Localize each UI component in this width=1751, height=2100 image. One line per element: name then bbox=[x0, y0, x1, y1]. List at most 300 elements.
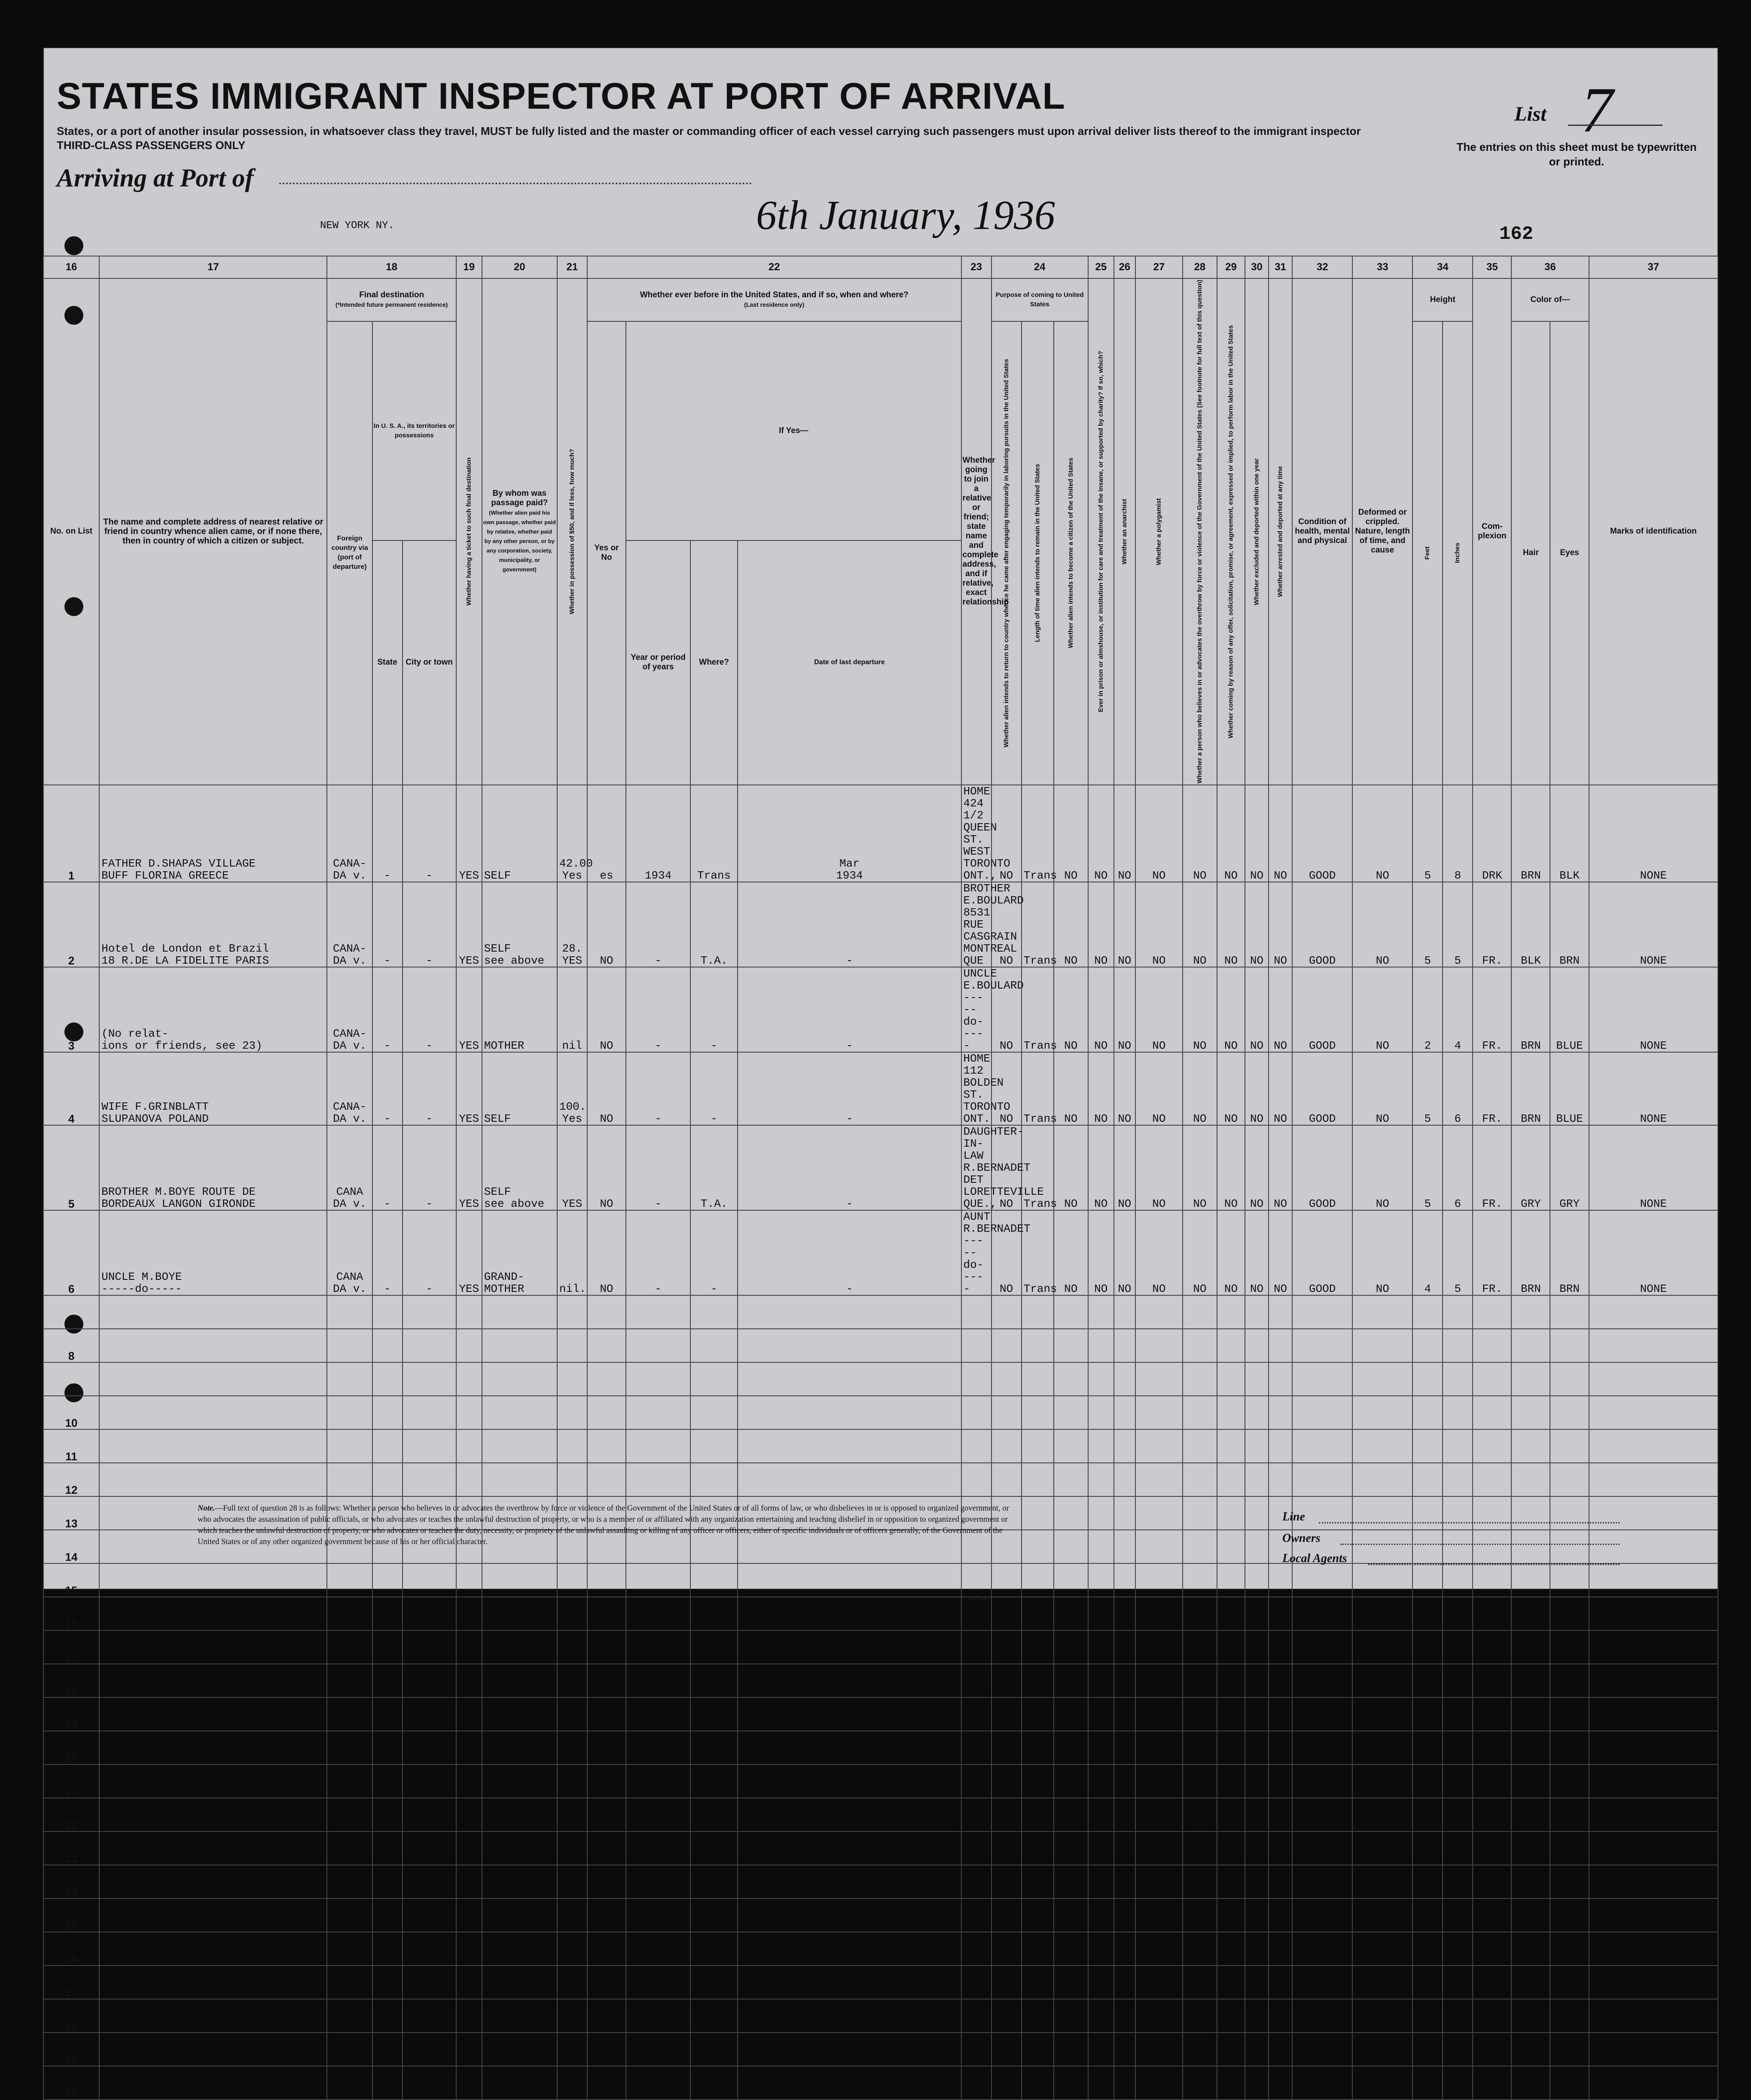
empty-cell bbox=[961, 1697, 991, 1731]
empty-cell bbox=[1443, 1362, 1473, 1396]
cell-no: 9 bbox=[43, 1362, 99, 1396]
empty-cell bbox=[1114, 1798, 1135, 1831]
table-row-empty bbox=[43, 1664, 1718, 1697]
empty-cell bbox=[1217, 1396, 1245, 1429]
cell-inches: 5 bbox=[1443, 1210, 1473, 1295]
empty-cell bbox=[482, 1463, 557, 1496]
empty-cell bbox=[1352, 1496, 1412, 1530]
empty-cell bbox=[690, 1697, 738, 1731]
col-number: 25 bbox=[1088, 256, 1114, 278]
empty-cell bbox=[690, 1429, 738, 1463]
cell-hair: BRN bbox=[1511, 967, 1550, 1052]
empty-cell bbox=[1412, 1664, 1443, 1697]
empty-cell bbox=[456, 1798, 482, 1831]
header-eyes: Eyes bbox=[1550, 321, 1589, 785]
empty-cell bbox=[1352, 1630, 1412, 1664]
col-number: 32 bbox=[1292, 256, 1352, 278]
empty-cell bbox=[1245, 1932, 1269, 1966]
empty-cell bbox=[1443, 1630, 1473, 1664]
empty-cell bbox=[1550, 1697, 1589, 1731]
cell-years: - bbox=[626, 1210, 690, 1295]
empty-cell bbox=[1135, 1697, 1183, 1731]
header-hair: Hair bbox=[1511, 321, 1550, 785]
empty-cell bbox=[372, 1630, 403, 1664]
empty-cell bbox=[482, 1966, 557, 1999]
empty-cell bbox=[1217, 1899, 1245, 1932]
final-destination-label: Final destination bbox=[359, 290, 424, 299]
empty-cell bbox=[482, 1664, 557, 1697]
header-inches: Inches bbox=[1443, 321, 1473, 785]
empty-cell bbox=[1589, 1899, 1718, 1932]
empty-cell bbox=[1292, 1764, 1352, 1798]
empty-cell bbox=[1088, 1831, 1114, 1865]
cell-eyes: BLUE bbox=[1550, 1052, 1589, 1125]
empty-cell bbox=[991, 1597, 1022, 1630]
header-purpose-return: Whether alien intends to return to country whence he came after engaging temporarily in laboring pursuits in the United States bbox=[991, 321, 1022, 785]
empty-cell bbox=[1183, 1731, 1217, 1764]
empty-cell bbox=[403, 1764, 456, 1798]
col-number: 19 bbox=[456, 256, 482, 278]
header-ticket: Whether having a ticket to such final destination bbox=[456, 278, 482, 785]
empty-cell bbox=[1245, 1966, 1269, 1999]
empty-cell bbox=[456, 1597, 482, 1630]
empty-cell bbox=[403, 1865, 456, 1899]
cell-q30: NO bbox=[1245, 1210, 1269, 1295]
cell-join: DAUGHTER-IN-LAW R.BERNADET DET LORETTEVILLE QUE., bbox=[961, 1125, 991, 1210]
empty-cell bbox=[1054, 1563, 1088, 1597]
empty-cell bbox=[1183, 1697, 1217, 1731]
empty-cell bbox=[1352, 1966, 1412, 1999]
empty-cell bbox=[403, 1932, 456, 1966]
empty-cell bbox=[99, 1697, 327, 1731]
empty-cell bbox=[557, 1731, 587, 1764]
cell-q28: NO bbox=[1183, 882, 1217, 967]
header-possession-50: Whether in possession of $50, and if less, how much? bbox=[557, 278, 587, 785]
cell-city: - bbox=[403, 785, 456, 882]
empty-cell bbox=[961, 1966, 991, 1999]
cell-money: nil bbox=[557, 967, 587, 1052]
col-number: 29 bbox=[1217, 256, 1245, 278]
empty-cell bbox=[1589, 1563, 1718, 1597]
header-yes-no: Yes or No bbox=[587, 321, 626, 785]
empty-cell bbox=[1589, 1831, 1718, 1865]
empty-cell bbox=[1054, 1530, 1088, 1563]
empty-cell bbox=[1183, 1597, 1217, 1630]
table-row-empty bbox=[43, 1362, 1718, 1396]
cell-q28: NO bbox=[1183, 785, 1217, 882]
empty-cell bbox=[372, 2033, 403, 2066]
cell-q25: NO bbox=[1088, 1052, 1114, 1125]
empty-cell bbox=[1352, 1865, 1412, 1899]
empty-cell bbox=[372, 2066, 403, 2100]
empty-cell bbox=[626, 1329, 690, 1362]
cell-state: - bbox=[372, 1052, 403, 1125]
empty-cell bbox=[1589, 1463, 1718, 1496]
empty-cell bbox=[1352, 1563, 1412, 1597]
col-number: 31 bbox=[1269, 256, 1292, 278]
empty-cell bbox=[1412, 1966, 1443, 1999]
cell-money: nil. bbox=[557, 1210, 587, 1295]
empty-cell bbox=[1088, 1396, 1114, 1429]
empty-cell bbox=[1135, 1530, 1183, 1563]
empty-cell bbox=[1114, 1966, 1135, 1999]
cell-paid: SELF see above bbox=[482, 882, 557, 967]
empty-cell bbox=[1443, 1530, 1473, 1563]
empty-cell bbox=[1245, 1396, 1269, 1429]
cell-ever: es bbox=[587, 785, 626, 882]
cell-relative: FATHER D.SHAPAS VILLAGE BUFF FLORINA GREECE bbox=[99, 785, 327, 882]
empty-cell bbox=[1054, 1597, 1088, 1630]
line-label: Line bbox=[1282, 1510, 1305, 1523]
empty-cell bbox=[1550, 1731, 1589, 1764]
cell-foreign: CANA- DA v. bbox=[327, 967, 372, 1052]
empty-cell bbox=[482, 1798, 557, 1831]
empty-cell bbox=[372, 1463, 403, 1496]
empty-cell bbox=[1269, 1295, 1292, 1329]
cell-p-a: NO bbox=[991, 1210, 1022, 1295]
empty-cell bbox=[1511, 1831, 1550, 1865]
page-number: 162 bbox=[1499, 223, 1534, 245]
cell-q31: NO bbox=[1269, 785, 1292, 882]
empty-cell bbox=[1135, 1731, 1183, 1764]
cell-hair: GRY bbox=[1511, 1125, 1550, 1210]
cell-inches: 5 bbox=[1443, 882, 1473, 967]
empty-cell bbox=[1114, 2033, 1135, 2066]
empty-cell bbox=[1114, 1999, 1135, 2033]
empty-cell bbox=[1511, 1329, 1550, 1362]
header-color-of: Color of— bbox=[1511, 278, 1589, 321]
empty-cell bbox=[1269, 1329, 1292, 1362]
empty-cell bbox=[557, 1831, 587, 1865]
empty-cell bbox=[1550, 1831, 1589, 1865]
empty-cell bbox=[1473, 1798, 1511, 1831]
empty-cell bbox=[961, 1362, 991, 1396]
table-row-empty bbox=[43, 1396, 1718, 1429]
empty-cell bbox=[961, 1865, 991, 1899]
empty-cell bbox=[738, 2066, 961, 2100]
empty-cell bbox=[1511, 1966, 1550, 1999]
list-number: 7 bbox=[1581, 74, 1613, 146]
cell-where: - bbox=[690, 1052, 738, 1125]
header-row-1 bbox=[43, 278, 1718, 321]
header-state: State bbox=[372, 540, 403, 785]
empty-cell bbox=[327, 1295, 372, 1329]
empty-cell bbox=[557, 1697, 587, 1731]
cell-years: - bbox=[626, 882, 690, 967]
empty-cell bbox=[1088, 1798, 1114, 1831]
cell-marks: NONE bbox=[1589, 1052, 1718, 1125]
empty-cell bbox=[1217, 1697, 1245, 1731]
empty-cell bbox=[1473, 1731, 1511, 1764]
empty-cell bbox=[1217, 1329, 1245, 1362]
empty-cell bbox=[99, 1597, 327, 1630]
empty-cell bbox=[738, 1597, 961, 1630]
empty-cell bbox=[482, 1831, 557, 1865]
cell-inches: 8 bbox=[1443, 785, 1473, 882]
empty-cell bbox=[1245, 1831, 1269, 1865]
cell-ticket: YES bbox=[456, 1052, 482, 1125]
empty-cell bbox=[1473, 1932, 1511, 1966]
cell-p-b: Trans bbox=[1022, 785, 1054, 882]
cell-no: 20 bbox=[43, 1731, 99, 1764]
empty-cell bbox=[99, 1798, 327, 1831]
empty-cell bbox=[1217, 1831, 1245, 1865]
cell-city: - bbox=[403, 1125, 456, 1210]
empty-cell bbox=[1550, 1496, 1589, 1530]
empty-cell bbox=[99, 1999, 327, 2033]
cell-city: - bbox=[403, 967, 456, 1052]
cell-ticket: YES bbox=[456, 1125, 482, 1210]
empty-cell bbox=[456, 1966, 482, 1999]
empty-cell bbox=[1088, 1530, 1114, 1563]
binder-hole bbox=[64, 236, 83, 255]
empty-cell bbox=[327, 1798, 372, 1831]
empty-cell bbox=[1245, 2066, 1269, 2100]
empty-cell bbox=[372, 1731, 403, 1764]
empty-cell bbox=[1114, 1865, 1135, 1899]
empty-cell bbox=[372, 1396, 403, 1429]
empty-cell bbox=[456, 1999, 482, 2033]
empty-cell bbox=[403, 2033, 456, 2066]
empty-cell bbox=[1443, 1899, 1473, 1932]
header-prison: Ever in prison or almshouse, or institution for care and treatment of the insane, or supported by charity? If so, which? bbox=[1088, 278, 1114, 785]
empty-cell bbox=[1022, 1798, 1054, 1831]
cell-no: 24 bbox=[43, 1865, 99, 1899]
empty-cell bbox=[690, 1396, 738, 1429]
cell-complexion: FR. bbox=[1473, 1125, 1511, 1210]
cell-marks: NONE bbox=[1589, 882, 1718, 967]
header-joining: Whether going to join a relative or friend; state name and complete address, and if relative, exact relationship bbox=[961, 278, 991, 785]
empty-cell bbox=[1292, 1396, 1352, 1429]
empty-cell bbox=[1088, 1932, 1114, 1966]
empty-cell bbox=[1589, 1731, 1718, 1764]
empty-cell bbox=[1473, 1899, 1511, 1932]
empty-cell bbox=[557, 1798, 587, 1831]
table-row-empty bbox=[43, 2033, 1718, 2066]
empty-cell bbox=[557, 1899, 587, 1932]
empty-cell bbox=[1269, 1831, 1292, 1865]
empty-cell bbox=[587, 1932, 626, 1966]
empty-cell bbox=[456, 1463, 482, 1496]
cell-no: 17 bbox=[43, 1630, 99, 1664]
empty-cell bbox=[690, 2066, 738, 2100]
empty-cell bbox=[961, 1563, 991, 1597]
empty-cell bbox=[1245, 1899, 1269, 1932]
cell-q31: NO bbox=[1269, 882, 1292, 967]
header-final-destination bbox=[327, 278, 456, 321]
empty-cell bbox=[1183, 1295, 1217, 1329]
empty-cell bbox=[372, 1899, 403, 1932]
table-row bbox=[43, 967, 1718, 1052]
cell-no: 19 bbox=[43, 1697, 99, 1731]
empty-cell bbox=[626, 1865, 690, 1899]
empty-cell bbox=[961, 1764, 991, 1798]
empty-cell bbox=[738, 1329, 961, 1362]
empty-cell bbox=[1217, 2033, 1245, 2066]
empty-cell bbox=[991, 1865, 1022, 1899]
empty-cell bbox=[587, 1831, 626, 1865]
cell-p-b: Trans bbox=[1022, 882, 1054, 967]
empty-cell bbox=[327, 1899, 372, 1932]
cell-q31: NO bbox=[1269, 1210, 1292, 1295]
empty-cell bbox=[1114, 1295, 1135, 1329]
empty-cell bbox=[1412, 1396, 1443, 1429]
empty-cell bbox=[626, 1396, 690, 1429]
empty-cell bbox=[1217, 1865, 1245, 1899]
empty-cell bbox=[1292, 1697, 1352, 1731]
empty-cell bbox=[1443, 1798, 1473, 1831]
cell-join: BROTHER E.BOULARD 8531 RUE CASGRAIN MONTREAL QUE bbox=[961, 882, 991, 967]
empty-cell bbox=[1022, 1899, 1054, 1932]
cell-no: 21 bbox=[43, 1764, 99, 1798]
empty-cell bbox=[1473, 1463, 1511, 1496]
col-number: 18 bbox=[327, 256, 456, 278]
empty-cell bbox=[1245, 1697, 1269, 1731]
empty-cell bbox=[1054, 1831, 1088, 1865]
empty-cell bbox=[587, 1597, 626, 1630]
empty-cell bbox=[1473, 2033, 1511, 2066]
cell-q26: NO bbox=[1114, 785, 1135, 882]
empty-cell bbox=[1088, 2066, 1114, 2100]
cell-p-c: NO bbox=[1054, 1052, 1088, 1125]
empty-cell bbox=[327, 1664, 372, 1697]
empty-cell bbox=[1088, 1295, 1114, 1329]
empty-cell bbox=[403, 1731, 456, 1764]
cell-paid: SELF bbox=[482, 1052, 557, 1125]
table-row-empty bbox=[43, 1295, 1718, 1329]
cell-eyes: BLUE bbox=[1550, 967, 1589, 1052]
empty-cell bbox=[327, 1966, 372, 1999]
empty-cell bbox=[1511, 1630, 1550, 1664]
empty-cell bbox=[1135, 1496, 1183, 1530]
empty-cell bbox=[482, 1362, 557, 1396]
table-row-empty bbox=[43, 1731, 1718, 1764]
empty-cell bbox=[99, 1362, 327, 1396]
cell-p-c: NO bbox=[1054, 882, 1088, 967]
col-number: 23 bbox=[961, 256, 991, 278]
cell-years: 1934 bbox=[626, 785, 690, 882]
empty-cell bbox=[456, 1899, 482, 1932]
empty-cell bbox=[403, 1999, 456, 2033]
table-row bbox=[43, 1210, 1718, 1295]
empty-cell bbox=[1589, 1295, 1718, 1329]
empty-cell bbox=[1245, 1295, 1269, 1329]
cell-no: 3 bbox=[43, 967, 99, 1052]
empty-cell bbox=[456, 1831, 482, 1865]
cell-health: GOOD bbox=[1292, 785, 1352, 882]
col-number: 36 bbox=[1511, 256, 1589, 278]
empty-cell bbox=[1088, 1966, 1114, 1999]
empty-cell bbox=[1088, 1899, 1114, 1932]
agents-rule bbox=[1368, 1564, 1620, 1565]
empty-cell bbox=[1022, 1597, 1054, 1630]
empty-cell bbox=[1183, 1966, 1217, 1999]
empty-cell bbox=[626, 1764, 690, 1798]
empty-cell bbox=[1183, 2066, 1217, 2100]
cell-q29: NO bbox=[1217, 1210, 1245, 1295]
empty-cell bbox=[403, 1429, 456, 1463]
empty-cell bbox=[99, 1731, 327, 1764]
cell-marks: NONE bbox=[1589, 1125, 1718, 1210]
empty-cell bbox=[626, 1731, 690, 1764]
empty-cell bbox=[1550, 1396, 1589, 1429]
empty-cell bbox=[1054, 1899, 1088, 1932]
empty-cell bbox=[1022, 1697, 1054, 1731]
header-in-usa: In U. S. A., its territories or possessions bbox=[372, 321, 456, 540]
cell-date: - bbox=[738, 967, 961, 1052]
empty-cell bbox=[690, 1831, 738, 1865]
cell-deformed: NO bbox=[1352, 882, 1412, 967]
cell-q27: NO bbox=[1135, 882, 1183, 967]
cell-where: T.A. bbox=[690, 1125, 738, 1210]
empty-cell bbox=[456, 1295, 482, 1329]
empty-cell bbox=[738, 1831, 961, 1865]
empty-cell bbox=[1022, 1463, 1054, 1496]
empty-cell bbox=[1589, 1396, 1718, 1429]
cell-state: - bbox=[372, 967, 403, 1052]
empty-cell bbox=[372, 1999, 403, 2033]
empty-cell bbox=[557, 1396, 587, 1429]
empty-cell bbox=[403, 1295, 456, 1329]
cell-relative: Hotel de London et Brazil 18 R.DE LA FIDELITE PARIS bbox=[99, 882, 327, 967]
header-feet: Feet bbox=[1412, 321, 1443, 785]
cell-no: 11 bbox=[43, 1429, 99, 1463]
col-number: 26 bbox=[1114, 256, 1135, 278]
empty-cell bbox=[1443, 1597, 1473, 1630]
cell-q29: NO bbox=[1217, 785, 1245, 882]
empty-cell bbox=[1550, 1865, 1589, 1899]
empty-cell bbox=[1473, 1664, 1511, 1697]
empty-cell bbox=[587, 1999, 626, 2033]
cell-q26: NO bbox=[1114, 1125, 1135, 1210]
empty-cell bbox=[991, 1664, 1022, 1697]
empty-cell bbox=[557, 1463, 587, 1496]
cell-city: - bbox=[403, 1210, 456, 1295]
header-polygamist: Whether a polygamist bbox=[1135, 278, 1183, 785]
empty-cell bbox=[1183, 1865, 1217, 1899]
empty-cell bbox=[1245, 1597, 1269, 1630]
cell-no: 28 bbox=[43, 1999, 99, 2033]
cell-relative: WIFE F.GRINBLATT SLUPANOVA POLAND bbox=[99, 1052, 327, 1125]
cell-p-a: NO bbox=[991, 1125, 1022, 1210]
empty-cell bbox=[1412, 1362, 1443, 1396]
empty-cell bbox=[482, 1865, 557, 1899]
empty-cell bbox=[1412, 2066, 1443, 2100]
col-number: 17 bbox=[99, 256, 327, 278]
cell-date: - bbox=[738, 1052, 961, 1125]
empty-cell bbox=[587, 2033, 626, 2066]
cell-no: 22 bbox=[43, 1798, 99, 1831]
empty-cell bbox=[1054, 1429, 1088, 1463]
cell-q28: NO bbox=[1183, 967, 1217, 1052]
empty-cell bbox=[1269, 1664, 1292, 1697]
empty-cell bbox=[1217, 1731, 1245, 1764]
cell-ever: NO bbox=[587, 1052, 626, 1125]
header-purpose-length: Length of time alien intends to remain in the United States bbox=[1022, 321, 1054, 785]
cell-p-b: Trans bbox=[1022, 967, 1054, 1052]
empty-cell bbox=[690, 1798, 738, 1831]
empty-cell bbox=[482, 2066, 557, 2100]
empty-cell bbox=[1054, 1396, 1088, 1429]
empty-cell bbox=[587, 1899, 626, 1932]
empty-cell bbox=[403, 1362, 456, 1396]
empty-cell bbox=[1054, 1295, 1088, 1329]
empty-cell bbox=[587, 1362, 626, 1396]
empty-cell bbox=[738, 1295, 961, 1329]
empty-cell bbox=[99, 1764, 327, 1798]
empty-cell bbox=[1443, 1865, 1473, 1899]
empty-cell bbox=[961, 1999, 991, 2033]
